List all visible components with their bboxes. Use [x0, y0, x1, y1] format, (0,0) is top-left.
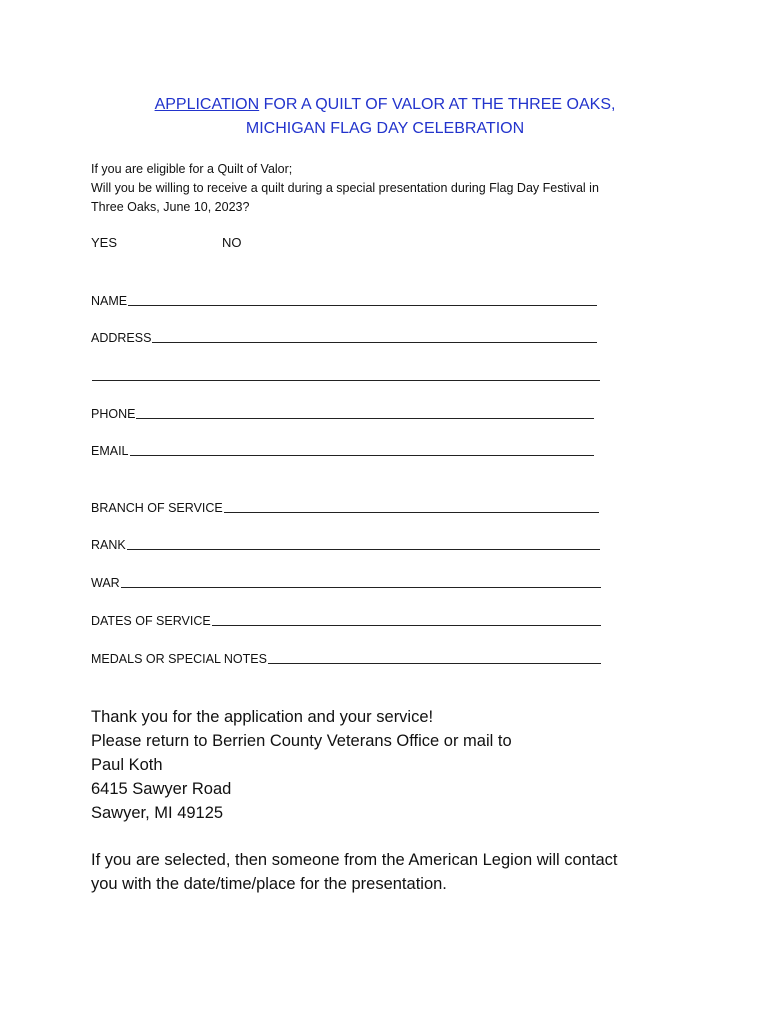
email-input-line[interactable] — [130, 454, 594, 456]
branch-of-service-field[interactable] — [91, 499, 599, 515]
rank-field[interactable] — [91, 536, 600, 552]
email-field[interactable] — [91, 442, 594, 458]
rank-input-line[interactable] — [127, 548, 600, 550]
phone-label: PHONE — [91, 407, 136, 421]
form-title-line-1 — [0, 93, 770, 117]
dates-of-service-input-line[interactable] — [212, 624, 601, 626]
address-input-line[interactable] — [152, 341, 597, 343]
phone-input-line[interactable] — [136, 417, 594, 419]
email-label: EMAIL — [91, 444, 129, 458]
closing-line-5: Sawyer, MI 49125 — [91, 804, 224, 822]
address-line-2-field[interactable] — [91, 367, 600, 383]
form-title-line-2: MICHIGAN FLAG DAY CELEBRATION — [245, 120, 525, 137]
address-label: ADDRESS — [91, 331, 152, 345]
name-input-line[interactable] — [128, 304, 597, 306]
address-field[interactable] — [91, 329, 597, 345]
intro-line-2: Will you be willing to receive a quilt during a special presentation during Flag Day Festival in — [91, 181, 599, 195]
dates-of-service-label: DATES OF SERVICE — [91, 614, 211, 628]
branch-of-service-input-line[interactable] — [224, 511, 599, 513]
war-input-line[interactable] — [121, 586, 601, 588]
rank-label: RANK — [91, 538, 126, 552]
war-field[interactable] — [91, 574, 601, 590]
intro-line-3: Three Oaks, June 10, 2023? — [91, 200, 250, 214]
footer-line-2: you with the date/time/place for the presentation. — [91, 875, 447, 893]
name-label: NAME — [91, 294, 128, 308]
closing-line-3: Paul Koth — [91, 756, 163, 774]
title-line-1-rest: FOR A QUILT OF VALOR AT THE THREE OAKS, — [259, 96, 616, 113]
dates-of-service-field[interactable] — [91, 612, 601, 628]
closing-line-2: Please return to Berrien County Veterans Office or mail to — [91, 732, 512, 750]
intro-line-1: If you are eligible for a Quilt of Valor; — [91, 162, 293, 176]
medals-notes-field[interactable] — [91, 650, 601, 666]
footer-text — [91, 848, 711, 896]
war-label: WAR — [91, 576, 120, 590]
option-no[interactable]: NO — [222, 235, 242, 250]
medals-notes-input-line[interactable] — [268, 662, 601, 664]
phone-field[interactable] — [91, 405, 594, 421]
closing-line-4: 6415 Sawyer Road — [91, 780, 232, 798]
closing-text — [91, 705, 711, 825]
title-application-word: APPLICATION — [154, 96, 260, 113]
option-yes[interactable]: YES — [91, 235, 118, 250]
name-field[interactable] — [91, 292, 597, 308]
medals-notes-label: MEDALS OR SPECIAL NOTES — [91, 652, 267, 666]
footer-line-1: If you are selected, then someone from the American Legion will contact — [91, 851, 618, 869]
address-line-2-input-line[interactable] — [92, 379, 600, 381]
closing-line-1: Thank you for the application and your service! — [91, 708, 434, 726]
branch-of-service-label: BRANCH OF SERVICE — [91, 501, 223, 515]
intro-text — [91, 160, 691, 217]
